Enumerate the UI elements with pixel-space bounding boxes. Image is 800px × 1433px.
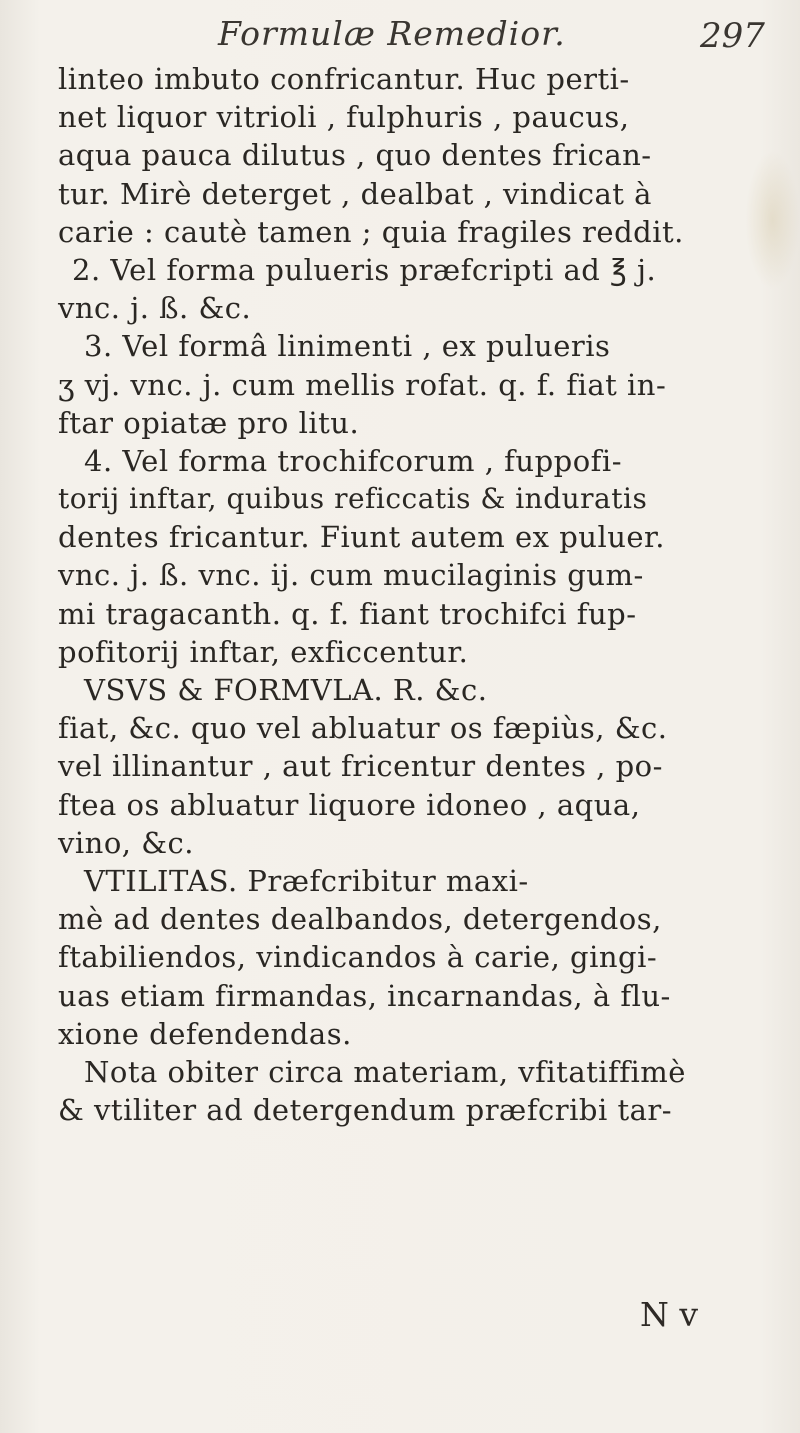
running-head: Formulæ Remedior. (218, 14, 566, 53)
text-line: ftea os abluatur liquore idoneo , aqua, (58, 787, 641, 822)
text-line: xione defendendas. (58, 1016, 352, 1051)
text-line: & vtiliter ad detergendum præfcribi tar- (58, 1093, 673, 1128)
text-line: 3. Vel formâ linimenti , ex pulueris (84, 329, 611, 364)
text-line: carie : cautè tamen ; quia fragiles reddit. (58, 214, 684, 249)
text-line: aqua pauca dilutus , quo dentes frican- (58, 138, 652, 173)
text-line: fiat, &c. quo vel abluatur os fæpiùs, &c. (58, 711, 668, 746)
text-line: ftabiliendos, vindicandos à carie, gingi- (58, 940, 658, 975)
body-text (58, 60, 798, 1129)
text-line: vnc. j. ß. vnc. ij. cum mucilaginis gum- (58, 558, 644, 593)
page-header (0, 8, 800, 68)
text-line: uas etiam firmandas, incarnandas, à flu- (58, 978, 671, 1013)
text-line: Nota obiter circa materiam, vfitatiffimè (84, 1054, 686, 1089)
text-line: vel illinantur , aut fricentur dentes , po- (58, 749, 663, 784)
text-line: pofitorij inftar, exficcentur. (58, 634, 469, 669)
text-line: VSVS & FORMVLA. R. &c. (84, 673, 488, 707)
text-line: ftar opiatæ pro litu. (58, 405, 360, 440)
text-line: mè ad dentes dealbandos, detergendos, (58, 902, 662, 937)
text-line: tur. Mirè deterget , dealbat , vindicat à (58, 176, 652, 211)
text-line: ʒ vj. vnc. j. cum mellis rofat. q. f. fiat in- (58, 367, 667, 402)
page-number: 297 (700, 16, 765, 56)
text-line: vino, &c. (58, 825, 195, 860)
signature-mark: N v (640, 1295, 699, 1334)
text-line: net liquor vitrioli , fulphuris , paucus, (58, 100, 630, 135)
text-line: 4. Vel forma trochifcorum , fuppofi- (84, 443, 622, 478)
page-footer (0, 1295, 800, 1355)
text-line: VTILITAS. Præfcribitur maxi- (84, 863, 529, 898)
text-line: torij inftar, quibus reficcatis & induratis (58, 482, 648, 516)
text-line: linteo imbuto confricantur. Huc perti- (58, 62, 630, 96)
text-line: vnc. j. ß. &c. (58, 291, 252, 326)
text-line: dentes fricantur. Fiunt autem ex puluer. (58, 520, 665, 555)
text-line: mi tragacanth. q. f. fiant trochifci fup- (58, 596, 637, 631)
text-line: 2. Vel forma pulueris præfcripti ad ℥ j. (72, 252, 657, 287)
